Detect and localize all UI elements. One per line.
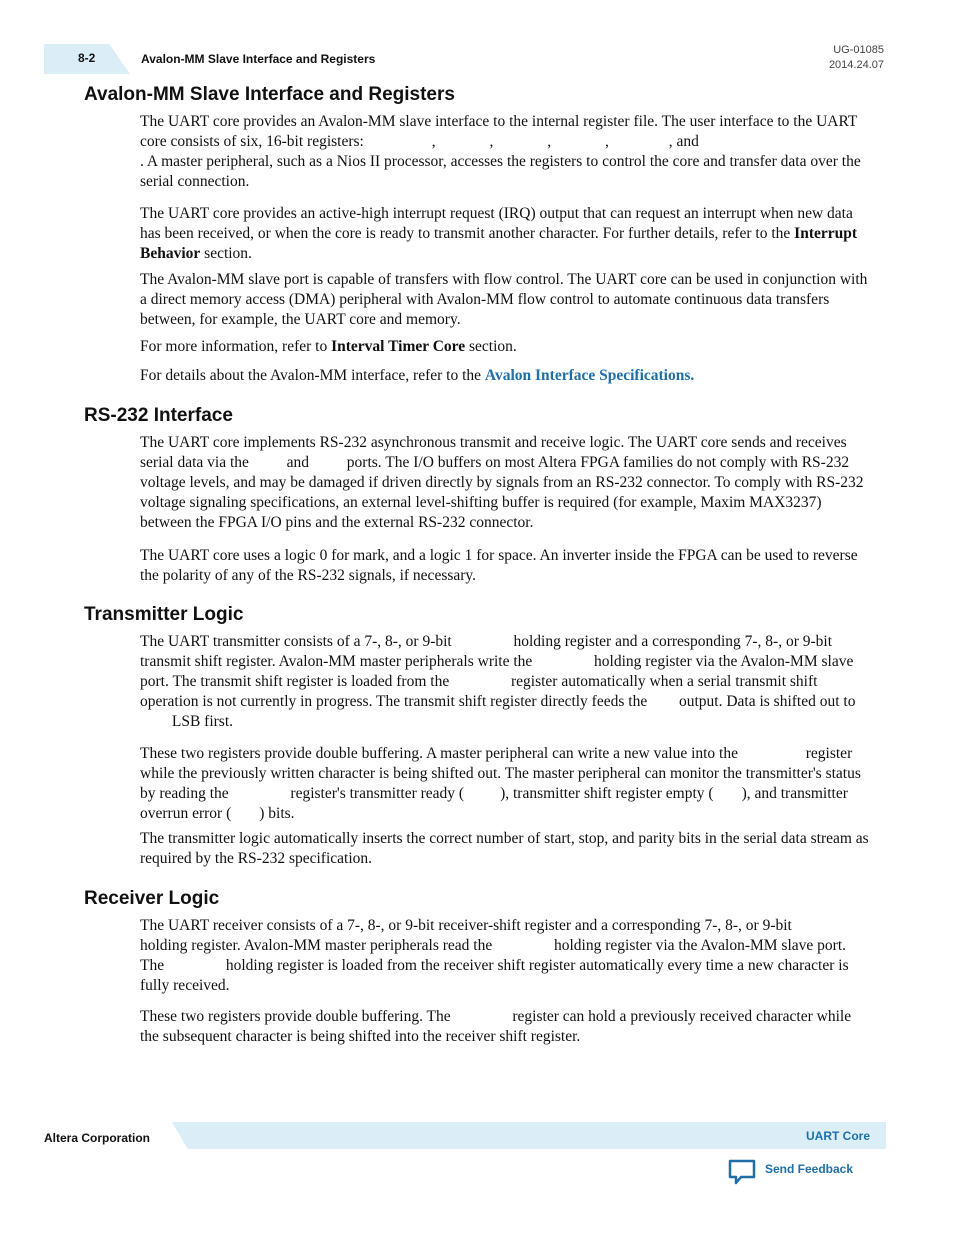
running-title: Avalon-MM Slave Interface and Registers — [141, 52, 376, 66]
footer-section-name: UART Core — [805, 1129, 870, 1143]
paragraph: The Avalon-MM slave port is capable of transfers with flow control. The UART core can be used in conjunction with a direct memory access (DMA) peripheral with Avalon-MM flow control to automate continuous data transfers between, for example, the UART core and memory. — [140, 271, 868, 328]
doc-id: UG-01085 — [833, 44, 884, 56]
paragraph: The UART transmitter consists of a 7-, 8-, or 9-bit holding register and a corresponding 7-, 8-, or 9-bit transmit shift register. Avalon-MM master peripherals write the holding register via the Avalon-MM slave port. The transmit shift register is loaded from the register automatically when a serial transmit shift operation is not currently in progress. The transmit shift register directly feeds the output. Data is shifted out to LSB first. — [140, 633, 856, 730]
interval-timer-ref: Interval Timer Core — [331, 338, 466, 355]
paragraph: The UART core provides an Avalon-MM slave interface to the internal register file. The user interface to the UART core consists of six, 16-bit registers: , , , , , and . A master peripheral, such as a Nios II processor, accesses the registers to control the core and transfer data over the serial connection. — [140, 113, 861, 190]
paragraph: For details about the Avalon-MM interface, refer to the Avalon Interface Specifications. — [140, 367, 695, 384]
heading-avalon-mm-slave: Avalon-MM Slave Interface and Registers — [84, 84, 455, 105]
paragraph: For more information, refer to Interval Timer Core section. — [140, 338, 517, 355]
paragraph: These two registers provide double buffering. The register can hold a previously received character while the subsequent character is being shifted into the receiver shift register. — [140, 1008, 852, 1045]
speech-bubble-icon[interactable] — [727, 1158, 757, 1191]
paragraph: The UART core provides an active-high interrupt request (IRQ) output that can request an interrupt when new data has been received, or when the core is ready to transmit another character. For further details, refer to the Interrupt Behavior section. — [140, 205, 858, 262]
paragraph: The transmitter logic automatically inserts the correct number of start, stop, and parity bits in the serial data stream as required by the RS-232 specification. — [140, 830, 869, 867]
avalon-spec-link[interactable]: Avalon Interface Specifications. — [484, 367, 695, 384]
heading-rs232-interface: RS-232 Interface — [84, 405, 233, 426]
page-number: 8-2 — [78, 51, 96, 65]
interrupt-behavior-ref: Interrupt Behavior — [140, 225, 858, 262]
heading-transmitter-logic: Transmitter Logic — [84, 604, 244, 625]
doc-id-block — [829, 43, 884, 73]
heading-receiver-logic: Receiver Logic — [84, 888, 220, 909]
paragraph: The UART receiver consists of a 7-, 8-, or 9-bit receiver-shift register and a corresponding 7-, 8-, or 9-bit holding register. Avalon-MM master peripherals read the holding register via the Avalon-MM slave port. The holding register is loaded from the receiver shift register automatically every time a new character is fully received. — [140, 917, 849, 994]
paragraph: These two registers provide double buffering. A master peripheral can write a new value into the register while the previously written character is being shifted out. The master peripheral can monitor the transmitter's status by reading the register's transmitter ready ( ), transmitter shift register empty ( ), and transmitter overrun error ( ) bits. — [140, 745, 861, 822]
send-feedback-link[interactable]: Send Feedback — [765, 1162, 854, 1176]
footer-band — [172, 1122, 886, 1149]
footer-company: Altera Corporation — [44, 1131, 151, 1145]
doc-date: 2014.24.07 — [828, 59, 884, 71]
paragraph: The UART core uses a logic 0 for mark, and a logic 1 for space. An inverter inside the FPGA can be used to reverse the polarity of any of the RS-232 signals, if necessary. — [140, 547, 858, 584]
paragraph: The UART core implements RS-232 asynchronous transmit and receive logic. The UART core sends and receives serial data via the and ports. The I/O buffers on most Altera FPGA families do not comply with RS-232 voltage levels, and may be damaged if driven directly by signals from an RS-232 connector. To comply with RS-232 voltage signaling specifications, an external level-shifting buffer is required (for example, Maxim MAX3237) between the FPGA I/O pins and the external RS-232 connector. — [140, 434, 864, 531]
